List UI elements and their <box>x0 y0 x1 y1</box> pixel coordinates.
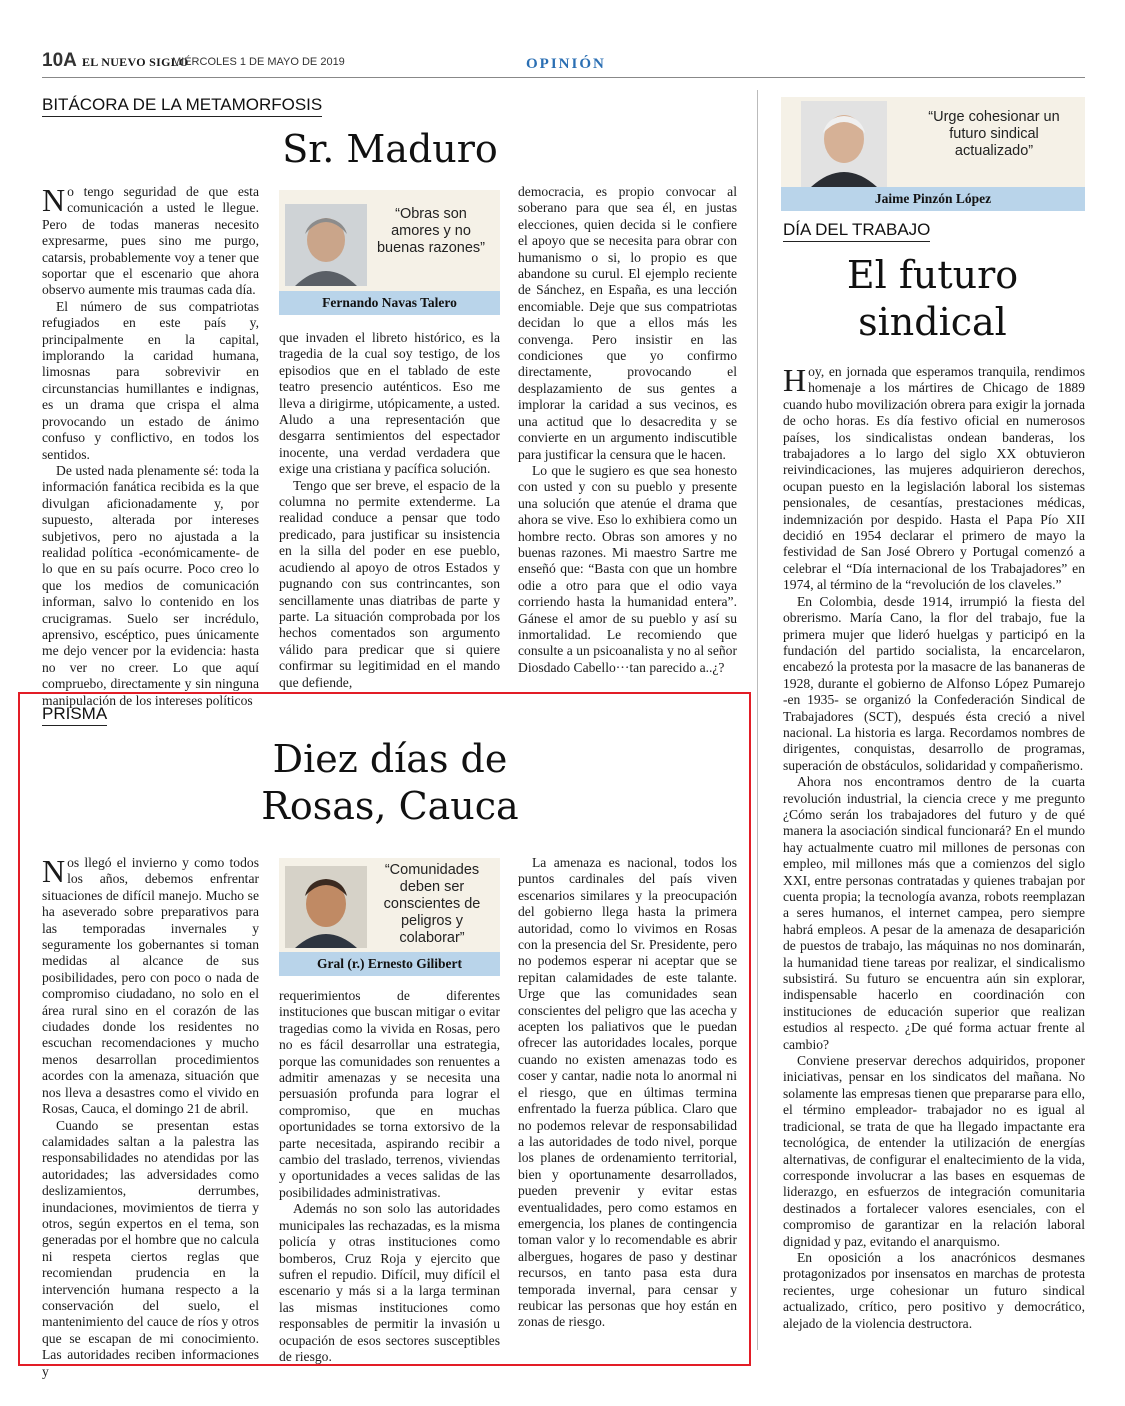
futuro-headline-line1: El futuro <box>846 253 1019 297</box>
author-photo <box>801 101 887 187</box>
futuro-body: Hoy, en jornada que esperamos tranquila, rendimos homenaje a los mártires de Chicago de 1889 cuando hubo movilización obrera para exigir la jornada de ocho horas. Es día festivo oficial en numerosos países, los sindicalistas ondean banderas, los trabajadores a lo largo del siglo XX obtuvieron reivindicaciones, las mujeres adquirieron derechos, ocupan puesto en la legislación laboral los sistemas pensionales, de cesantías, prestaciones médicas, indemnización por despido. Hasta el Papa Pío XII decidió en 1954 declarar el primero de mayo la festividad de San José Obrero y Portugal comenzó a celebrar el “Día internacional de los Trabajadores” en 1974, al término de la “revolución de los claveles.” En Colombia, desde 1914, irrumpió la fiesta del obrerismo. María Cano, la flor del trabajo, fue la primera mujer que lideró huelgas y participó en la fundación del partido socialista, la encarcelaron, encabezó la protesta por la masacre de las bananeras de 1928, durante el gobierno de Alfonso López Pumarejo -en 1935- se organizó la Confederación Sindical de Trabajadores (SCT), después ésta creció a nivel nacional. La historia es larga. Recordamos nombres de dirigentes, conquistas, desarrollo de programas, superación de obstáculos, solidaridad y compañerismo. Ahora nos encontramos dentro de la cuarta revolución industrial, la ciencia crece y me pregunto ¿Cómo serán los trabajadores del futuro y de qué manera la asociación sindical funcionará? En el mundo hay actualmente cuatro mil millones de personas con empleo, mil millones más que a comienzos del siglo XXI, entre personas contratadas y quienes trabajan por cuenta propia; la tecnología avanza, robots reemplazan a seres humanos, el internet campea, pero siempre habrá empleos. A pesar de la amenaza de desaparición de puestos de trabajo, las máquinas no nos dominarán, la humanidad tiene tareas por realizar, el sindicalismo subsistirá. Su futuro se encuentra aún sin explorar, indispensable hacerlo en coordinación con instituciones de educación superior que realizan estudios al respecto. ¿De qué forma actuar frente al cambio? Conviene preservar derechos adquiridos, proponer iniciativas, pensar en los sindicatos del mañana. No solamente las empresas tienen que prepararse para ello, el término empleador- trabajador no es igual al tradicional, se trata de que ha llegado impactante era tecnológica, de entender la utilización de energías alternativas, de configurar el enaltecimiento de la vida, corresponde involucrar a las bases en esquemas de liderazgo, en esfuerzos de integración comunitaria destinados a fortalecer valores esenciales, con el compromiso de garantizar en la relación laboral dignidad y paz, evitando el anarquismo. En oposición a los anacrónicos desmanes protagonizados por insensatos en marchas de protesta recientes, urge cohesionar un futuro sindical actualizado, crítico, pero positivo y democrático, alejado de la violencia destructora. <box>783 362 1085 1331</box>
prisma-headline <box>40 736 740 830</box>
prisma-column-1: Nos llegó el invierno y como todos los años, debemos enfrentar situaciones de difícil manejo. Mucho se ha aseverado sobre preparativos para las temporadas invernales y seguramente los gobernantes si toman medidas al alcance de sus posibilidades, pero con poco o nada de compromiso ciudadano, no solo en el área rural sino en el corazón de las ciudades donde los residentes no escuchan recomendaciones y mucho menos desarrollan procedimientos acordes con la amenaza, situación que nos lleva a desastres como el vivido en Rosas, Cauca, el domingo 21 de abril. Cuando se presentan estas calamidades saltan a la palestra las responsabilidades no atendidas por las autoridades; las adversidades como deslizamientos, derrumbes, inundaciones, movimientos de tierra y otros, según expertos en el tema, son generadas por el hombre que no calcula ni respeta ciertos reglas que recomiendan prudencia en la intervención humana respecto a la conservación del suelo, el mantenimiento del cauce de ríos y otros que se escapan de mi conocimiento. Las autoridades reciben informaciones y <box>42 853 259 1379</box>
author-photo <box>285 204 367 286</box>
maduro-col3-p2: Lo que le sugiero es que sea honesto con usted y con su pueblo y presente una solución que atenúe el drama que ahora se vive. Eso lo exhibiera como un hombre recto. Obras son amores y no buenas razones. Mi maestro Sartre me enseñó que: “Basta con que un hombre odie a otro para que el odio vaya corriendo hasta la humanidad entera”. Gánese el amor de su pueblo y así su inmortalidad. Le recomiendo que consulte a un psicoanalista y no al señor Diosdado Cabello···tan parecido a..¿? <box>518 462 737 675</box>
futuro-headline-line2: sindical <box>858 300 1007 344</box>
futuro-p4: Conviene preservar derechos adquiridos, proponer iniciativas, pensar en los sindicatos del mañana. No solamente las empresas tienen que prepararse para ello, el término empleador- trabajador no es igual al tradicional, se trata de que ha llegado impactante era tecnológica, de entender la utilización de energías alternativas, de configurar el enaltecimiento de la vida, corresponde involucrar a las bases en esquemas de liderazgo, en esfuerzos de integración comunitaria destinados a fortalecer valores esenciales, con el compromiso de garantizar en la relación laboral dignidad y paz, evitando el anarquismo. <box>783 1053 1085 1249</box>
futuro-author-box <box>781 97 1085 211</box>
futuro-p1: oy, en jornada que esperamos tranquila, rendimos homenaje a los mártires de Chicago de 1889 cuando hubo movilización obrera para exigir la jornada de ocho horas. Es día festivo oficial en numerosos países, los sindicalistas ondean banderas, los trabajadores a lo largo del siglo XX obtuvieron reivindicaciones, las mujeres adquirieron derechos, ocupan puesto en la legislación laboral los sistemas pensionales, de cesantías, prestaciones médicas, indemnización por despido. Hasta el Papa Pío XII decidió en 1954 declarar el primero de mayo la festividad de San José Obrero y Portugal comenzó a celebrar el “Día internacional de los Trabajadores” en 1974, al término de la “revolución de los claveles.” <box>783 364 1085 593</box>
maduro-headline: Sr. Maduro <box>282 127 498 171</box>
prisma-pull-quote: “Comunidades deben ser conscientes de peligros y colaborar” <box>383 862 481 946</box>
prisma-column-3 <box>518 855 737 1350</box>
futuro-author-name: Jaime Pinzón López <box>781 187 1085 211</box>
futuro-pull-quote: “Urge cohesionar un futuro sindical actualizado” <box>928 109 1060 159</box>
maduro-col3-p1: democracia, es propio convocar al soberano para que sea él, en justas elecciones, quien decida si le confiere el apoyo que se necesita para obrar con humanismo o si, lo propio es que abandone su curul. El ejemplo reciente de Sánchez, en España, es una lección encomiable. Deje que sus compatriotas decidan lo que a ellos más les convenga. Pero insistir en las condiciones que yo confirmo directamente, provocando el desplazamiento de sus gentes a implorar la caridad a sus vecinos, es una actitud que lo desacredita y se convierte en un argumento indiscutible para justificar la censura que le hacen. <box>518 184 737 462</box>
futuro-headline <box>780 252 1085 346</box>
issue-date: MIÉRCOLES 1 DE MAYO DE 2019 <box>172 56 345 68</box>
author-photo <box>285 866 367 948</box>
prisma-col3-p1: La amenaza es nacional, todos los puntos cardinales del país viven escenarios similares y la preocupación del gobierno llega hasta la primera autoridad, como lo vivimos en Rosas con la presencia del Sr. Presidente, pero no podemos esperar ni aceptar que se repitan calamidades de este talante. Urge que las comunidades sean conscientes del peligro que las acecha y acepten los paliativos que le puedan ofrecer las autoridades locales, porque cuando no existen amenazas todo es coser y cantar, nadie nota lo anormal ni el riesgo, que en últimas termina enfrentado la fuerza pública. Claro que no podemos relevar de responsabilidad a las autoridades de todo nivel, porque los planes de ordenamiento territorial, bien y oportunamente desarrollados, pueden prevenir y evitar estas eventualidades, pero como estamos en emergencia, los planes de contingencia toman valor y lo recomendable es abrir albergues, hogares de paso y destinar recursos, en tanto pasa esta dura temporada invernal, para censar y reubicar las personas que hoy están en zonas de riesgo. <box>518 855 737 1330</box>
futuro-kicker: DÍA DEL TRABAJO <box>783 220 930 242</box>
column-divider <box>757 90 758 1350</box>
futuro-p3: Ahora nos encontramos dentro de la cuarta revolución industrial, la ciencia crece y me pregunto ¿Cómo serán los trabajadores del futuro y de qué manera la asociación sindical funcionará? En el mundo hay actualmente cuatro mil millones de personas con empleo, mil millones más que a comienzos del siglo XXI, entre personas contratadas y quienes trabajan por cuenta propia; la tecnología avanza, robots reemplazan a seres humanos, el internet campea, pero siempre habrá empleos. A pesar de la amenaza de desaparición de puestos de trabajo, las máquinas no nos dominarán, la humanidad tiene tareas por realizar, el sindicalismo subsistirá. Su futuro se encuentra aún sin explorar, indispensable hacerlo en coordinación con instituciones de educación superior que realizan estudios al respecto. ¿De qué forma actuar frente al cambio? <box>783 774 1085 1052</box>
prisma-kicker: PRISMA <box>42 704 107 726</box>
prisma-author-name: Gral (r.) Ernesto Gilibert <box>279 952 500 976</box>
prisma-col1-p2: Cuando se presentan estas calamidades saltan a la palestra las responsabilidades no atendidas por las autoridades; las adversidades como deslizamientos, derrumbes, inundaciones, movimientos de tierra y otros, según expertos en el tema, son generadas por el hombre que no calcula ni respeta ciertos reglas que recomiendan prudencia en la intervención humana respecto a la conservación del suelo, el mantenimiento del cauce de ríos y otros que se escapan de mi conocimiento. Las autoridades reciben informaciones y <box>42 1117 259 1379</box>
maduro-column-3 <box>518 184 737 679</box>
maduro-col1-p3: De usted nada plenamente sé: toda la información fanática recibida es la que divulgan aficionadamente y, por supuesto, alterada por intereses subjetivos, pero no ajustada a la realidad política -económicamente- de lo que en su país ocurre. Poco creo lo que los medios de comunicación informan, salvo lo contenido en los crucigramas. Suelo ser incrédulo, aprensivo, escéptico, pues únicamente me dejo vencer por la evidencia: hasta no ver no creer. Lo que aquí compruebo, directamente y sin ninguna manipulación de los intereses políticos <box>42 462 259 708</box>
prisma-col2-p1: requerimientos de diferentes instituciones que buscan mitigar o evitar tragedias como la vivida en Rosas, pero no es fácil desarrollar una estrategia, porque las comunidades son renuentes a admitir amenazas y se necesita una persuasión profunda para lograr el compromiso, que en muchas oportunidades se torna extorsivo de la parte necesitada, aspirando recibir a cambio del traslado, terrenos, viviendas y oportunidades a veces salidas de las posibilidades administrativas. <box>279 988 500 1200</box>
maduro-col2-p2: Tengo que ser breve, el espacio de la columna no permite extenderme. La realidad conduce a pensar que todo predicado, para justificar su insistencia en la silla del poder en ese pueblo, acudiendo al apoyo de otros Estados y pugnando con sus contrincantes, son sencillamente unas diatribas de parte y parte. La situación comprobada por los hechos comentados son argumento válido para predicar que si quiere confirmar su legitimidad en el mando que defiende, <box>279 477 500 690</box>
maduro-col1-p1: o tengo seguridad de que esta comunicación a usted le llegue. Pero de todas maneras necesito expresarme, pues sino me purgo, catarsis, probablemente voy a tener que soportar que el escenario que ahora observo aumente mis traumas cada día. <box>42 184 259 298</box>
maduro-kicker: BITÁCORA DE LA METAMORFOSIS <box>42 95 322 117</box>
maduro-pull-quote: “Obras son amores y no buenas razones” <box>376 206 485 256</box>
prisma-author-box <box>279 858 500 976</box>
prisma-headline-line2: Rosas, Cauca <box>261 784 519 828</box>
maduro-column-1: No tengo seguridad de que esta comunicación a usted le llegue. Pero de todas maneras necesito expresarme, pues sino me purgo, catarsis, probablemente voy a tener que soportar que el escenario que ahora observo aumente mis traumas cada día. El número de sus compatriotas refugiados en este país y, principalmente en la capital, implorando la caridad humana, limosnas para sobrevivir en circunstancias humillantes e indignas, es un drama que crispa el alma provocando un estado de ánimo confuso y conflictivo, en todos los sentidos. De usted nada plenamente sé: toda la información fanática recibida es la que divulgan aficionadamente y, por supuesto, alterada por intereses subjetivos, pero no ajustada a la realidad política -económicamente- de lo que en su país ocurre. Poco creo lo que los medios de comunicación informan, salvo lo contenido en los crucigramas. Suelo ser incrédulo, aprensivo, escéptico, pues únicamente me dejo vencer por la evidencia: hasta no ver no creer. Lo que aquí compruebo, directamente y sin ninguna manipulación de los intereses políticos <box>42 182 259 708</box>
prisma-column-2 <box>279 988 500 1364</box>
prisma-headline-line1: Diez días de <box>272 737 508 781</box>
prisma-col2-p2: Además no son solo las autoridades municipales las rechazadas, es la misma policía y otras instituciones como bomberos, Cruz Roja y ejercito que sufren el repudio. Difícil, muy difícil el escenario y más si a la larga terminan las mismas instituciones como responsables de permitir la invasión u ocupación de esos sectores susceptibles de riesgo. <box>279 1201 500 1364</box>
futuro-p5: En oposición a los anacrónicos desmanes protagonizados por insensatos en marchas de protesta recientes, urge cohesionar un futuro sindical actualizado, crítico, pero positivo y democrático, alejado de la violencia destructora. <box>783 1249 1085 1331</box>
maduro-col2-p1: que invaden el libreto histórico, es la tragedia de la cual soy testigo, de los episodios que en el tablado de este teatro presencio auténticos. Eso me lleva a dirigirme, utópicamente, a usted. Aludo a una representación que desgarra sentimientos del espectador inocente, una verdad verdadera que exige una cristiana y pacífica solución. <box>279 330 500 477</box>
prisma-col1-p1: os llegó el invierno y como todos los años, debemos enfrentar situaciones de difícil manejo. Mucho se ha aseverado sobre preparativos para las temporadas invernales y seguramente los gobernantes si toman medidas al alcance de sus posibilidades, pero con poco o nada de compromiso ciudadano, no solo en el área rural sino en el corazón de las ciudades donde los residentes no escuchan recomendaciones y mucho menos desarrollan procedimientos acordes con la amenaza, situación que nos lleva a desastres como el vivido en Rosas, Cauca, el domingo 21 de abril. <box>42 855 259 1117</box>
maduro-author-name: Fernando Navas Talero <box>279 291 500 315</box>
maduro-author-box <box>279 190 500 315</box>
newspaper-name: EL NUEVO SIGLO <box>82 55 189 69</box>
section-title: OPINIÓN <box>526 56 606 72</box>
futuro-p2: En Colombia, desde 1914, irrumpió la fiesta del obrerismo. María Cano, la flor del trabajo, fue la primera mujer que lideró huelgas y participó en la fundación del partido socialista, la encarcelaron, encabezó la protesta por la masacre de las bananeras de 1928, durante el gobierno de Alfonso López Pumarejo -en 1935- se organizó la Confederación Sindical de Trabajadores (SCT), después ésta creció a nivel nacional. La historia es larga. Recordamos nombres de dirigentes, conquistas, desarrollo de programas, superación de obstáculos, solidaridad y compañerismo. <box>783 593 1085 773</box>
header-rule <box>42 77 1085 78</box>
maduro-col1-p2: El número de sus compatriotas refugiados en este país y, principalmente en la capital, implorando la caridad humana, limosnas para sobrevivir en circunstancias humillantes e indignas, es un drama que crispa el alma provocando un estado de ánimo confuso y conflictivo, en todos los sentidos. <box>42 298 259 462</box>
page-number: 10A <box>42 50 77 71</box>
maduro-column-2 <box>279 330 500 690</box>
